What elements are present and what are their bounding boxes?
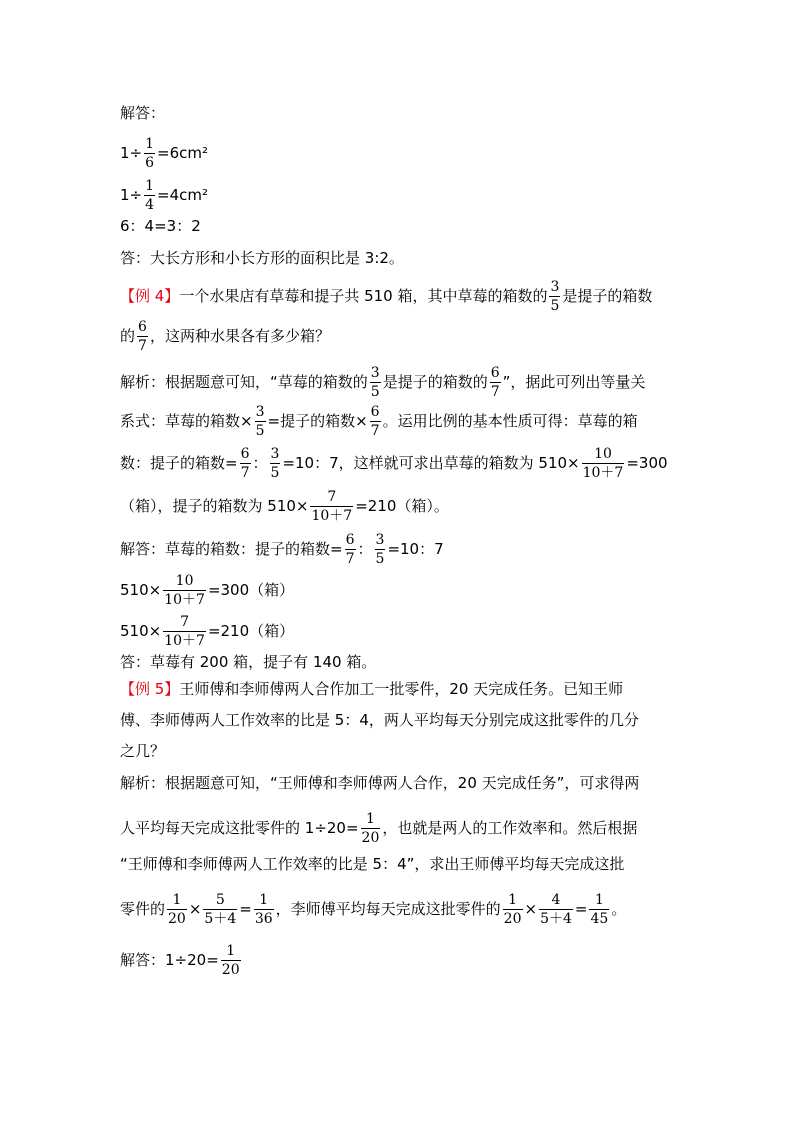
analysis-5-line-4: 零件的 $\frac{1}{20}$ × $\frac{5}{5+4}$ = $\frac{1}{36}$ ，李师傅平均每天完成这批零件的 $\frac{1}{20}$ × $\frac{4}{5+4}$ = $\frac{1}{45}$ 。 xyxy=(120,892,627,927)
expression-area-big: 1÷ $\frac{1}{6}$ =6cm² xyxy=(120,136,209,171)
example-5-question-line-2: 傅、李师傅两人工作效率的比是 5：4，两人平均每天分别完成这批零件的几分 xyxy=(120,711,639,729)
solution-4-calc-grape: 510× $\frac{7}{10+7}$ =210（箱） xyxy=(120,614,295,649)
expression-area-small: 1÷ $\frac{1}{4}$ =4cm² xyxy=(120,178,209,213)
analysis-5-line-1: 解析：根据题意可知，“王师傅和李师傅两人合作，20 天完成任务”，可求得两 xyxy=(120,774,640,792)
example-5-question-line-1: 【例 5】王师傅和李师傅两人合作加工一批零件，20 天完成任务。已知王师 xyxy=(120,680,624,698)
fraction: $\frac{6}{7}$ xyxy=(240,446,250,481)
example-4-tag: 【例 4】 xyxy=(120,287,180,305)
analysis-4-line-2: 系式：草莓的箱数× $\frac{3}{5}$ =提子的箱数× $\frac{6}{7}$ 。运用比例的基本性质可得：草莓的箱 xyxy=(120,404,638,439)
solution-4-calc-strawberry: 510× $\frac{10}{10+7}$ =300（箱） xyxy=(120,573,295,608)
solution-4-ratio: 解答：草莓的箱数：提子的箱数= $\frac{6}{7}$ ： $\frac{3}{5}$ =10：7 xyxy=(120,532,444,567)
fraction: $\frac{1}{4}$ xyxy=(145,178,155,213)
fraction: $\frac{4}{5+4}$ xyxy=(540,892,572,927)
fraction: $\frac{1}{20}$ xyxy=(221,943,240,978)
fraction: $\frac{5}{5+4}$ xyxy=(204,892,237,927)
fraction: $\frac{1}{45}$ xyxy=(590,892,609,927)
fraction: $\frac{1}{36}$ xyxy=(254,892,273,927)
example-5-question-line-3: 之几？ xyxy=(120,742,166,760)
fraction: $\frac{3}{5}$ xyxy=(370,365,380,400)
answer-4: 答：草莓有 200 箱，提子有 140 箱。 xyxy=(120,653,377,671)
solution-5-line-1: 解答：1÷20= $\frac{1}{20}$ xyxy=(120,943,240,978)
fraction: $\frac{3}{5}$ xyxy=(270,446,280,481)
fraction: $\frac{6}{7}$ xyxy=(490,365,500,400)
fraction: $\frac{7}{10+7}$ xyxy=(164,614,205,649)
example-5-tag: 【例 5】 xyxy=(120,680,180,698)
fraction: $\frac{1}{20}$ xyxy=(503,892,522,927)
fraction: $\frac{6}{7}$ xyxy=(345,532,355,567)
fraction: $\frac{1}{20}$ xyxy=(361,811,380,846)
analysis-4-line-1: 解析：根据题意可知，“草莓的箱数的 $\frac{3}{5}$ 是提子的箱数的 $\frac{6}{7}$ ”，据此可列出等量关 xyxy=(120,365,646,400)
answer-1: 答：大长方形和小长方形的面积比是 3:2。 xyxy=(120,249,404,267)
analysis-4-line-4: （箱），提子的箱数为 510× $\frac{7}{10+7}$ =210（箱）。 xyxy=(120,489,449,524)
fraction: $\frac{3}{5}$ xyxy=(255,404,265,439)
analysis-5-line-3: “王师傅和李师傅两人工作效率的比是 5：4”，求出王师傅平均每天完成这批 xyxy=(120,855,625,873)
fraction: $\frac{6}{7}$ xyxy=(370,404,380,439)
fraction: $\frac{10}{10+7}$ xyxy=(164,573,205,608)
analysis-4-line-3: 数：提子的箱数= $\frac{6}{7}$ ： $\frac{3}{5}$ =10：7，这样就可求出草莓的箱数为 510× $\frac{10}{10+7}$ =300 xyxy=(120,446,668,481)
analysis-5-line-2: 人平均每天完成这批零件的 1÷20= $\frac{1}{20}$ ，也就是两人的工作效率和。然后根据 xyxy=(120,811,638,846)
fraction: $\frac{1}{20}$ xyxy=(168,892,186,927)
solution-label-1: 解答： xyxy=(120,104,166,122)
fraction: $\frac{10}{10+7}$ xyxy=(582,446,624,481)
fraction: $\frac{7}{10+7}$ xyxy=(311,489,353,524)
fraction: $\frac{1}{6}$ xyxy=(145,136,155,171)
example-4-question-line-2: 的 $\frac{6}{7}$ ，这两种水果各有多少箱？ xyxy=(120,319,330,354)
example-4-question-line-1: 【例 4】一个水果店有草莓和提子共 510 箱，其中草莓的箱数的 $\frac{3}{5}$ 是提子的箱数 xyxy=(120,279,653,314)
fraction: $\frac{6}{7}$ xyxy=(138,319,147,354)
fraction: $\frac{3}{5}$ xyxy=(375,532,385,567)
fraction: $\frac{3}{5}$ xyxy=(550,279,560,314)
ratio-line: 6：4=3：2 xyxy=(120,217,201,235)
